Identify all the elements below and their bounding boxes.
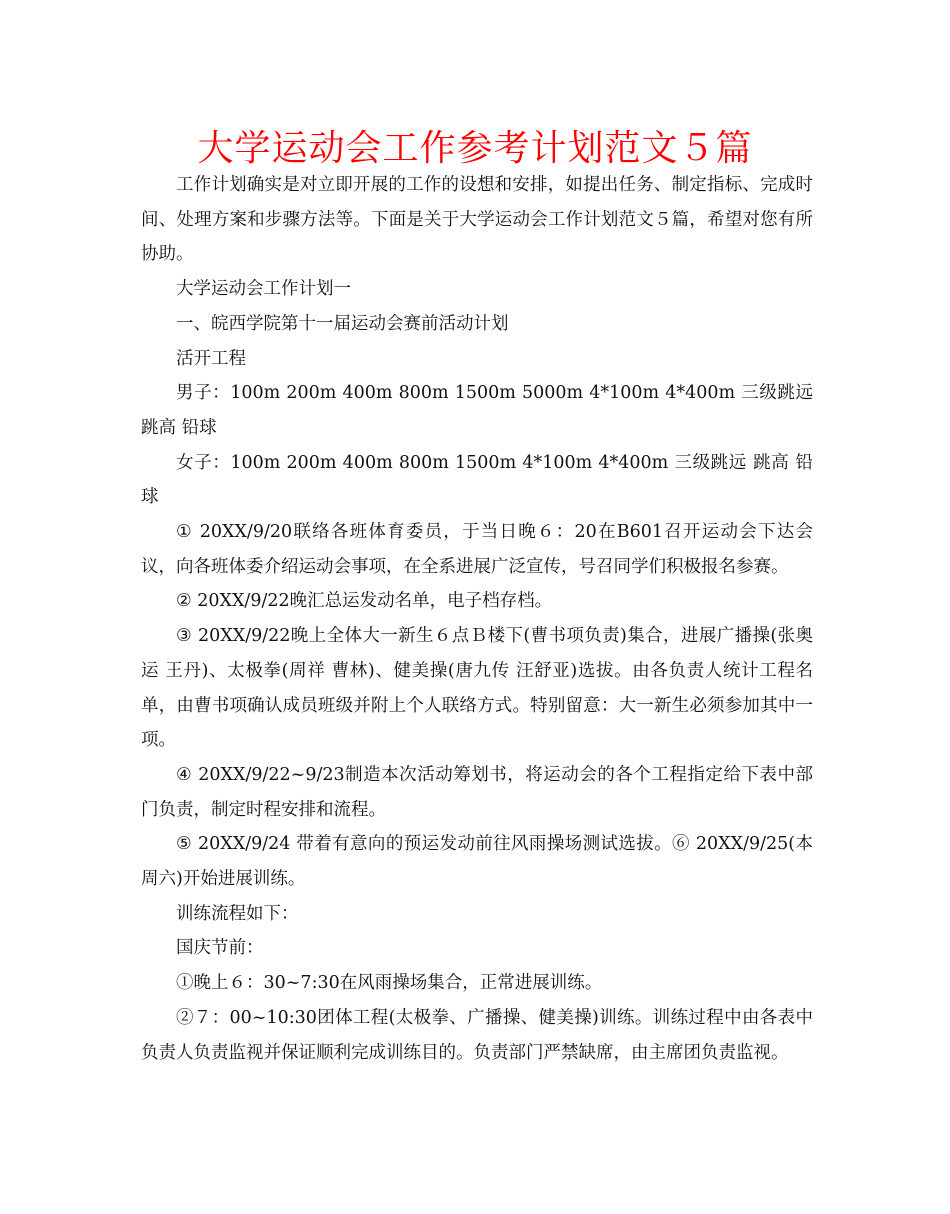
paragraph: 女子：100m 200m 400m 800m 1500m 4*100m 4*400m 三级跳远 跳高 铅球 bbox=[141, 452, 813, 508]
document-body bbox=[141, 168, 813, 1070]
paragraph: ⑤ 20XX/9/24 带着有意向的预运发动前往风雨操场测试选拔。⑥ 20XX/9/25(本周六)开始进展训练。 bbox=[141, 834, 813, 890]
section-heading: 大学运动会工作计划一 bbox=[176, 279, 351, 300]
document-title: 大学运动会工作参考计划范文５篇 bbox=[197, 128, 753, 169]
paragraph: ②７：00~10:30团体工程(太极拳、广播操、健美操)训练。训练过程中由各表中负责人负责监视并保证顺利完成训练目的。负责部门严禁缺席，由主席团负责监视。 bbox=[141, 1007, 813, 1063]
intro-paragraph: 工作计划确实是对立即开展的工作的设想和安排，如提出任务、制定指标、完成时间、处理方案和步骤方法等。下面是关于大学运动会工作计划范文５篇，希望对您有所协助。 bbox=[141, 175, 813, 265]
paragraph: ① 20XX/9/20联络各班体育委员，于当日晚６：20在B601召开运动会下达会议，向各班体委介绍运动会事项，在全系进展广泛宣传，号召同学们积极报名参赛。 bbox=[141, 522, 813, 577]
paragraph: 训练流程如下： bbox=[176, 903, 299, 924]
paragraph: ② 20XX/9/22晚汇总运发动名单，电子档存档。 bbox=[176, 591, 553, 612]
paragraph: ①晚上６：30~7:30在风雨操场集合，正常进展训练。 bbox=[176, 973, 603, 994]
paragraph: ④ 20XX/9/22~9/23制造本次活动筹划书，将运动会的各个工程指定给下表中部门负责，制定时程安排和流程。 bbox=[141, 764, 813, 820]
paragraph: 男子：100m 200m 400m 800m 1500m 5000m 4*100m 4*400m 三级跳远 跳高 铅球 bbox=[141, 383, 813, 438]
paragraph: 国庆节前： bbox=[176, 938, 264, 959]
paragraph: ③ 20XX/9/22晚上全体大一新生６点Ｂ楼下(曹书项负责)集合，进展广播操(张奥运 王丹)、太极拳(周祥 曹林)、健美操(唐九传 汪舒亚)选拔。由各负责人统计工程名单，由曹书项确认成员班级并附上个人联络方式。特别留意：大一新生必须参加其中一项。 bbox=[141, 626, 813, 751]
subsection-heading: 一、皖西学院第十一届运动会赛前活动计划 bbox=[176, 313, 509, 334]
paragraph: 活开工程 bbox=[176, 348, 246, 369]
